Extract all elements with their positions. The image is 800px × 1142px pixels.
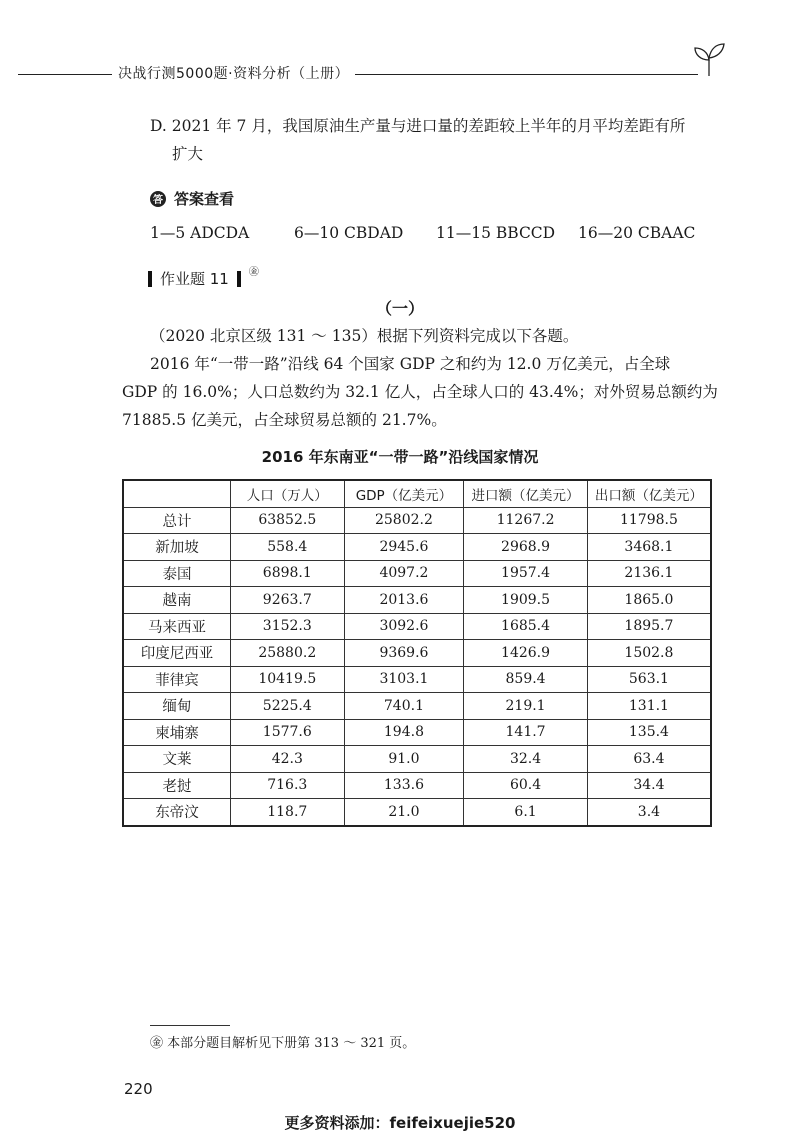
column-header: GDP（亿美元） — [344, 480, 464, 507]
answer-group: 16—20 CBAAC — [578, 224, 696, 242]
table-row — [123, 507, 711, 534]
table-title: 2016 年东南亚“一带一路”沿线国家情况 — [261, 448, 539, 466]
heading-bar-left — [148, 271, 152, 287]
value-cell: 9263.7 — [230, 587, 344, 614]
option-d-line2: 扩大 — [172, 145, 204, 163]
value-cell: 716.3 — [230, 772, 344, 799]
value-cell: 859.4 — [464, 666, 588, 693]
value-cell: 25802.2 — [344, 507, 464, 534]
value-cell: 3103.1 — [344, 666, 464, 693]
table-row — [123, 693, 711, 720]
value-cell: 32.4 — [464, 746, 588, 773]
value-cell: 1426.9 — [464, 640, 588, 667]
value-cell: 63.4 — [587, 746, 711, 773]
value-cell: 60.4 — [464, 772, 588, 799]
bottom-banner: 更多资料添加：feifeixuejie520 — [284, 1114, 516, 1132]
value-cell: 118.7 — [230, 799, 344, 826]
value-cell: 1685.4 — [464, 613, 588, 640]
value-cell: 1895.7 — [587, 613, 711, 640]
country-cell: 菲律宾 — [123, 666, 230, 693]
value-cell: 21.0 — [344, 799, 464, 826]
answer-key — [150, 224, 710, 242]
homework-title: 作业题 11 — [160, 270, 229, 288]
table-row — [123, 746, 711, 773]
country-cell: 新加坡 — [123, 534, 230, 561]
country-cell: 柬埔寨 — [123, 719, 230, 746]
value-cell: 91.0 — [344, 746, 464, 773]
value-cell: 141.7 — [464, 719, 588, 746]
country-cell: 泰国 — [123, 560, 230, 587]
value-cell: 6.1 — [464, 799, 588, 826]
value-cell: 563.1 — [587, 666, 711, 693]
value-cell: 2945.6 — [344, 534, 464, 561]
footnote-rule — [150, 1025, 230, 1026]
header-rule-right — [352, 74, 698, 75]
homework-heading — [148, 268, 259, 289]
header-rule-left — [18, 74, 112, 75]
table-row — [123, 560, 711, 587]
column-header: 进口额（亿美元） — [464, 480, 588, 507]
table-row — [123, 640, 711, 667]
value-cell: 131.1 — [587, 693, 711, 720]
intro-line4: 71885.5 亿美元，占全球贸易总额的 21.7%。 — [122, 411, 447, 429]
answer-group: 1—5 ADCDA — [150, 224, 250, 242]
table-row — [123, 666, 711, 693]
value-cell: 1957.4 — [464, 560, 588, 587]
table-row — [123, 613, 711, 640]
country-cell: 东帝汶 — [123, 799, 230, 826]
value-cell: 133.6 — [344, 772, 464, 799]
footnote-mark: ㊎ — [248, 267, 259, 278]
value-cell: 2968.9 — [464, 534, 588, 561]
value-cell: 10419.5 — [230, 666, 344, 693]
table-row — [123, 719, 711, 746]
answer-title: 答案查看 — [174, 190, 235, 208]
intro-line2: 2016 年“一带一路”沿线 64 个国家 GDP 之和约为 12.0 万亿美元，占全球 — [150, 355, 671, 373]
answer-heading — [150, 188, 234, 209]
value-cell: 4097.2 — [344, 560, 464, 587]
page-number: 220 — [124, 1080, 153, 1098]
intro-line3: GDP 的 16.0%；人口总数约为 32.1 亿人，占全球人口的 43.4%；对外贸易总额约为 — [122, 383, 718, 401]
value-cell: 135.4 — [587, 719, 711, 746]
option-d-line1: D. 2021 年 7 月，我国原油生产量与进口量的差距较上半年的月平均差距有所 — [150, 117, 686, 135]
value-cell: 3092.6 — [344, 613, 464, 640]
footnote: ㊎ 本部分题目解析见下册第 313 ～ 321 页。 — [150, 1036, 416, 1051]
running-header: 决战行测5000题·资料分析（上册） — [112, 63, 355, 83]
value-cell: 11798.5 — [587, 507, 711, 534]
value-cell: 11267.2 — [464, 507, 588, 534]
value-cell: 25880.2 — [230, 640, 344, 667]
table-row — [123, 772, 711, 799]
table-body — [123, 507, 711, 826]
value-cell: 558.4 — [230, 534, 344, 561]
value-cell: 1865.0 — [587, 587, 711, 614]
value-cell: 1909.5 — [464, 587, 588, 614]
country-cell: 文莱 — [123, 746, 230, 773]
value-cell: 2013.6 — [344, 587, 464, 614]
intro-line1: （2020 北京区级 131 ～ 135）根据下列资料完成以下各题。 — [150, 327, 579, 345]
country-cell: 老挝 — [123, 772, 230, 799]
table-row — [123, 534, 711, 561]
column-header — [123, 480, 230, 507]
table-row — [123, 587, 711, 614]
answer-group: 6—10 CBDAD — [294, 224, 404, 242]
value-cell: 6898.1 — [230, 560, 344, 587]
value-cell: 1577.6 — [230, 719, 344, 746]
column-header: 人口（万人） — [230, 480, 344, 507]
answer-group: 11—15 BBCCD — [436, 224, 556, 242]
country-cell: 马来西亚 — [123, 613, 230, 640]
value-cell: 3468.1 — [587, 534, 711, 561]
country-cell: 越南 — [123, 587, 230, 614]
value-cell: 5225.4 — [230, 693, 344, 720]
value-cell: 2136.1 — [587, 560, 711, 587]
data-table — [122, 479, 712, 827]
sprout-icon — [692, 38, 726, 78]
country-cell: 印度尼西亚 — [123, 640, 230, 667]
section-title: （一） — [375, 299, 424, 318]
value-cell: 219.1 — [464, 693, 588, 720]
table-row — [123, 799, 711, 826]
value-cell: 34.4 — [587, 772, 711, 799]
country-cell: 总计 — [123, 507, 230, 534]
table-header-row — [123, 480, 711, 507]
value-cell: 194.8 — [344, 719, 464, 746]
value-cell: 9369.6 — [344, 640, 464, 667]
column-header: 出口额（亿美元） — [587, 480, 711, 507]
value-cell: 740.1 — [344, 693, 464, 720]
value-cell: 3.4 — [587, 799, 711, 826]
value-cell: 42.3 — [230, 746, 344, 773]
value-cell: 63852.5 — [230, 507, 344, 534]
heading-bar-right — [237, 271, 241, 287]
country-cell: 缅甸 — [123, 693, 230, 720]
value-cell: 3152.3 — [230, 613, 344, 640]
value-cell: 1502.8 — [587, 640, 711, 667]
answer-circle-icon: 答 — [150, 191, 166, 207]
